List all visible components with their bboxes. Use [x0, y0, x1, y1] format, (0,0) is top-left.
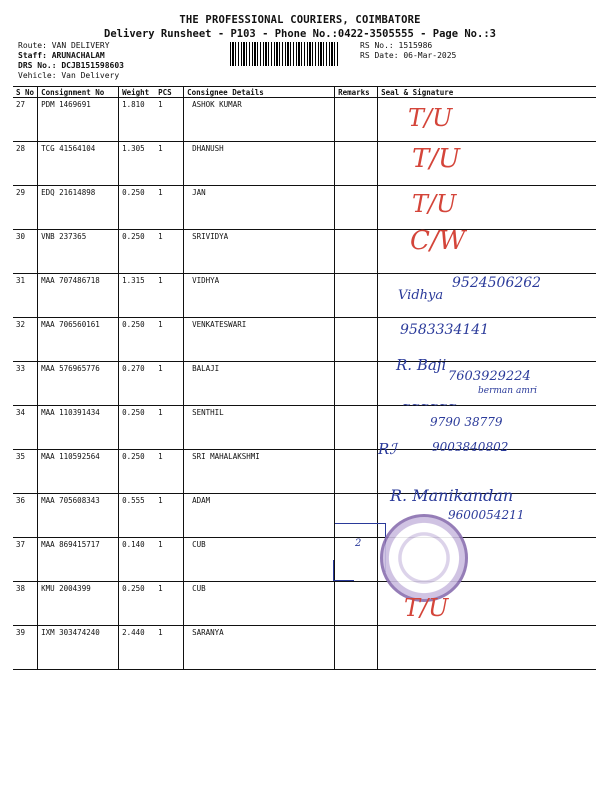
barcode [230, 42, 340, 66]
row-pcs: 1 [155, 274, 184, 318]
row-pcs: 1 [155, 142, 184, 186]
signature-r33-phone: 7603929224 [448, 369, 531, 384]
signature-r35-initials-icon: Rℐ [378, 440, 397, 458]
row-sno: 34 [13, 406, 38, 450]
company-title: THE PROFESSIONAL COURIERS, COIMBATORE [179, 14, 421, 26]
row-weight: 0.250 [119, 450, 156, 494]
signature-r35-phone: 9003840802 [432, 440, 509, 454]
signature-r28: T/U [412, 144, 461, 174]
row-pcs: 1 [155, 494, 184, 538]
row-consignee: VENKATESWARI [184, 318, 335, 362]
row-signature [378, 626, 596, 670]
col-seal-signature: Seal & Signature [378, 87, 596, 98]
route-label: Route: VAN DELIVERY [18, 41, 110, 50]
row-consignee: SENTHIL [184, 406, 335, 450]
runsheet-meta-right [360, 41, 456, 61]
row-consignment: MAA 869415717 [38, 538, 119, 582]
row-consignee: SARANYA [184, 626, 335, 670]
col-pcs: PCS [155, 87, 184, 98]
row-consignment: PDM 1469691 [38, 98, 119, 142]
row-consignee: DHANUSH [184, 142, 335, 186]
table-row [13, 318, 596, 362]
staff-label: Staff: ARUNACHALAM [18, 51, 105, 60]
table-row [13, 142, 596, 186]
row-weight: 0.250 [119, 582, 156, 626]
row-remarks [335, 626, 378, 670]
vehicle-label: Vehicle: Van Delivery [18, 71, 120, 80]
row-pcs: 1 [155, 582, 184, 626]
col-consignment: Consignment No [38, 87, 119, 98]
signature-r27: T/U [408, 104, 453, 132]
row-sno: 31 [13, 274, 38, 318]
drs-label: DRS No.: DCJB151598603 [18, 61, 124, 70]
table-row [13, 538, 596, 582]
row-consignee: JAN [184, 186, 335, 230]
row-pcs: 1 [155, 230, 184, 274]
row-sno: 30 [13, 230, 38, 274]
row-consignee: VIDHYA [184, 274, 335, 318]
row-consignment: TCG 41564104 [38, 142, 119, 186]
row-pcs: 1 [155, 406, 184, 450]
row-sno: 32 [13, 318, 38, 362]
table-row [13, 186, 596, 230]
signature-r34-scribble-icon: ~~~~~~ [402, 398, 458, 411]
row-consignee: CUB [184, 538, 335, 582]
row-consignment: MAA 705608343 [38, 494, 119, 538]
row-consignee: CUB [184, 582, 335, 626]
row-sno: 33 [13, 362, 38, 406]
row-remarks [335, 98, 378, 142]
signature-r34-note: berman amri [478, 386, 538, 396]
signature-r32: 9583334141 [400, 322, 490, 338]
row-weight: 2.440 [119, 626, 156, 670]
runsheet-subtitle: Delivery Runsheet - P103 - Phone No.:0422-3505555 - Page No.:3 [104, 28, 496, 40]
rs-number: RS No.: 1515986 [360, 41, 433, 50]
row-consignee: SRIVIDYA [184, 230, 335, 274]
row-sno: 29 [13, 186, 38, 230]
row-remarks [335, 274, 378, 318]
row-consignment: MAA 706560161 [38, 318, 119, 362]
row-pcs: 1 [155, 450, 184, 494]
row-weight: 1.810 [119, 98, 156, 142]
row-weight: 0.250 [119, 406, 156, 450]
row-sno: 36 [13, 494, 38, 538]
row-weight: 0.270 [119, 362, 156, 406]
col-consignee: Consignee Details [184, 87, 335, 98]
table-header-row [13, 87, 596, 98]
row-weight: 0.555 [119, 494, 156, 538]
row-sno: 28 [13, 142, 38, 186]
row-pcs: 1 [155, 318, 184, 362]
row-sno: 39 [13, 626, 38, 670]
col-weight: Weight [119, 87, 156, 98]
signature-r39: T/U [404, 594, 449, 622]
row-sno: 37 [13, 538, 38, 582]
signature-r31-name: Vidhya [398, 288, 444, 303]
row-consignee: SRI MAHALAKSHMI [184, 450, 335, 494]
row-remarks [335, 362, 378, 406]
row-sno: 27 [13, 98, 38, 142]
signature-r36-phone: 9600054211 [448, 508, 525, 522]
signature-r34-phone: 9790 38779 [430, 415, 503, 429]
row-remarks [335, 450, 378, 494]
row-consignment: VNB 237365 [38, 230, 119, 274]
row-signature [378, 142, 596, 186]
row-consignment: IXM 303474240 [38, 626, 119, 670]
bracket-mark-tail-icon [333, 560, 354, 581]
row-remarks [335, 582, 378, 626]
signature-r37-mark: 2 [355, 538, 362, 549]
row-weight: 1.315 [119, 274, 156, 318]
table-row [13, 626, 596, 670]
row-pcs: 1 [155, 98, 184, 142]
row-remarks [335, 318, 378, 362]
row-pcs: 1 [155, 186, 184, 230]
runsheet-meta-left [18, 41, 124, 81]
signature-r30: C/W [410, 226, 466, 256]
row-signature [378, 186, 596, 230]
row-consignee: ASHOK KUMAR [184, 98, 335, 142]
rs-date: RS Date: 06-Mar-2025 [360, 51, 457, 60]
signature-r29: T/U [412, 190, 457, 218]
table-row [13, 230, 596, 274]
row-sno: 38 [13, 582, 38, 626]
table-row [13, 582, 596, 626]
row-remarks [335, 142, 378, 186]
row-remarks [335, 186, 378, 230]
company-seal-stamp [380, 514, 468, 602]
row-sno: 35 [13, 450, 38, 494]
table-row [13, 98, 596, 142]
row-consignment: KMU 2004399 [38, 582, 119, 626]
row-consignee: ADAM [184, 494, 335, 538]
table-row [13, 406, 596, 450]
row-pcs: 1 [155, 626, 184, 670]
row-consignment: EDQ 21614898 [38, 186, 119, 230]
row-weight: 0.140 [119, 538, 156, 582]
row-remarks [335, 230, 378, 274]
row-remarks [335, 406, 378, 450]
row-weight: 0.250 [119, 186, 156, 230]
row-consignment: MAA 110592564 [38, 450, 119, 494]
row-consignee: BALAJI [184, 362, 335, 406]
row-pcs: 1 [155, 538, 184, 582]
row-weight: 1.305 [119, 142, 156, 186]
col-remarks: Remarks [335, 87, 378, 98]
col-sno: S No [13, 87, 38, 98]
signature-r33-name: R. Baji [396, 356, 447, 374]
signature-r36-name: R. Manikandan [390, 486, 514, 505]
signature-r31-phone: 9524506262 [452, 275, 542, 291]
row-consignment: MAA 110391434 [38, 406, 119, 450]
row-consignment: MAA 707486718 [38, 274, 119, 318]
row-weight: 0.250 [119, 230, 156, 274]
row-weight: 0.250 [119, 318, 156, 362]
row-pcs: 1 [155, 362, 184, 406]
row-consignment: MAA 576965776 [38, 362, 119, 406]
